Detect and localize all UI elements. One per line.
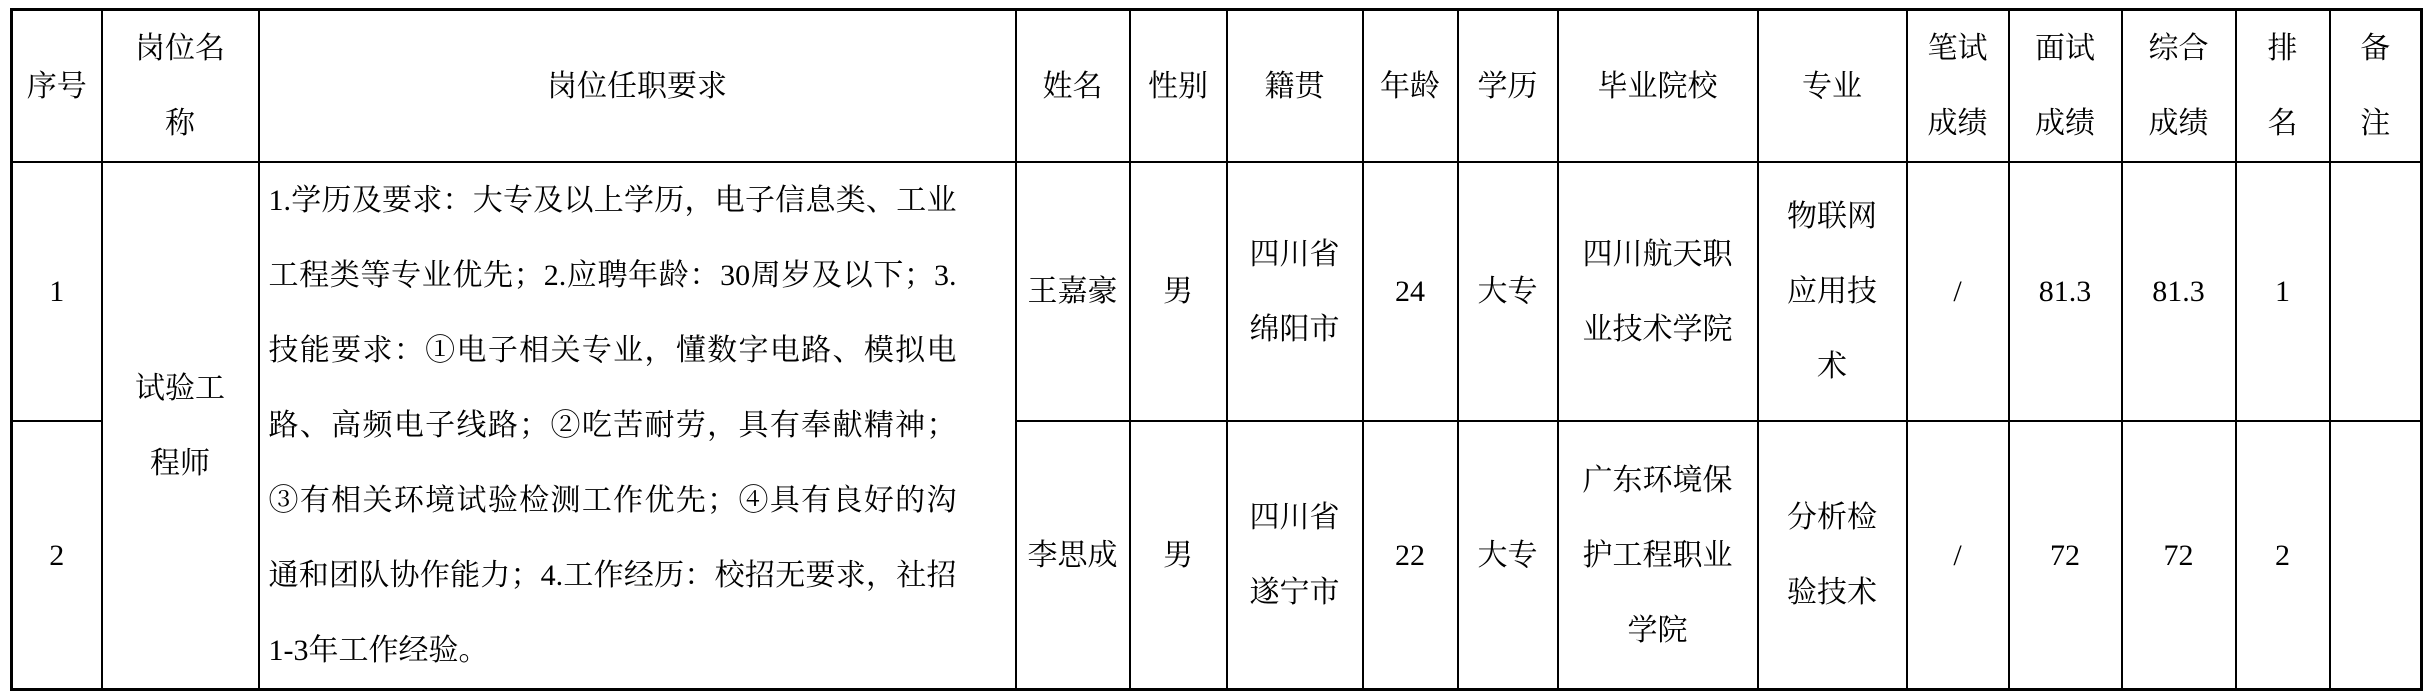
header-name [1016,10,1130,163]
row2-serial-cell: 2 [12,421,102,689]
row2-school-cell [1558,421,1758,689]
row2-remark-cell [2330,421,2422,689]
row2-school-text: 广东环境保护工程职业学院 [1582,463,1733,647]
row1-name-cell: 王嘉豪 [1016,162,1130,421]
table-header-row [12,10,2422,163]
row1-age-cell: 24 [1363,162,1458,421]
header-hometown-label: 籍贯 [1264,69,1325,103]
row1-serial-cell: 1 [12,162,102,421]
position-requirements-text: 1.学历及要求：大专及以上学历，电子信息类、工业工程类等专业优先；2.应聘年龄：30周岁及以下；3.技能要求：①电子相关专业，懂数字电路、模拟电路、高频电子线路；②吃苦耐劳，具有奉献精神；③有相关环境试验检测工作优先；④具有良好的沟通和团队协作能力；4.工作经历：校招无要求，社招1-3年工作经验。 [268,184,957,667]
row1-major-text: 物联网应用技术 [1787,200,1877,384]
recruitment-results-table [10,8,2423,691]
row2-major-cell [1758,421,1907,689]
header-serial [12,10,102,163]
row2-rank-cell: 2 [2236,421,2330,689]
row1-written-score-cell: / [1907,162,2009,421]
header-major [1758,10,1907,163]
header-requirements [259,10,1016,163]
header-remark [2330,10,2422,163]
header-serial-label: 序号 [26,69,87,103]
header-position [102,10,259,163]
row2-overall-score-cell: 72 [2122,421,2236,689]
header-written-score [1907,10,2009,163]
header-interview-score [2009,10,2122,163]
header-interview-score-label: 面试成绩 [2035,32,2095,140]
header-school [1558,10,1758,163]
header-written-score-label: 笔试成绩 [1927,32,1988,140]
header-age-label: 年龄 [1380,69,1440,103]
header-requirements-label: 岗位任职要求 [547,69,727,103]
row2-gender-cell: 男 [1130,421,1227,689]
row1-major-cell [1758,162,1907,421]
header-school-label: 毕业院校 [1597,69,1718,103]
position-name-text: 试验工程师 [135,371,225,480]
row2-interview-score-cell: 72 [2009,421,2122,689]
header-hometown [1227,10,1363,163]
header-position-label: 岗位名称 [135,32,225,140]
header-gender [1130,10,1227,163]
position-requirements-cell [259,162,1016,690]
header-name-label: 姓名 [1042,69,1103,103]
row2-written-score-cell: / [1907,421,2009,689]
header-age [1363,10,1458,163]
row1-hometown-text: 四川省绵阳市 [1249,237,1340,346]
row1-school-text: 四川航天职业技术学院 [1582,237,1733,346]
header-rank [2236,10,2330,163]
row1-rank-cell: 1 [2236,162,2330,421]
header-overall-score-label: 综合成绩 [2148,32,2209,140]
row1-gender-cell: 男 [1130,162,1227,421]
header-major-label: 专业 [1802,69,1862,103]
row2-name-cell: 李思成 [1016,421,1130,689]
header-education-label: 学历 [1477,69,1538,103]
row2-major-text: 分析检验技术 [1787,501,1877,610]
header-remark-label: 备注 [2360,32,2391,140]
row1-school-cell [1558,162,1758,421]
header-gender-label: 性别 [1148,69,1208,103]
table-row-1 [12,162,2422,421]
row1-hometown-cell [1227,162,1363,421]
header-education [1458,10,1558,163]
position-name-cell [102,162,259,690]
row1-education-cell: 大专 [1458,162,1558,421]
row1-interview-score-cell: 81.3 [2009,162,2122,421]
header-overall-score [2122,10,2236,163]
row1-overall-score-cell: 81.3 [2122,162,2236,421]
row2-education-cell: 大专 [1458,421,1558,689]
row1-remark-cell [2330,162,2422,421]
row2-hometown-text: 四川省遂宁市 [1249,501,1340,610]
row2-age-cell: 22 [1363,421,1458,689]
header-rank-label: 排名 [2267,32,2298,140]
row2-hometown-cell [1227,421,1363,689]
